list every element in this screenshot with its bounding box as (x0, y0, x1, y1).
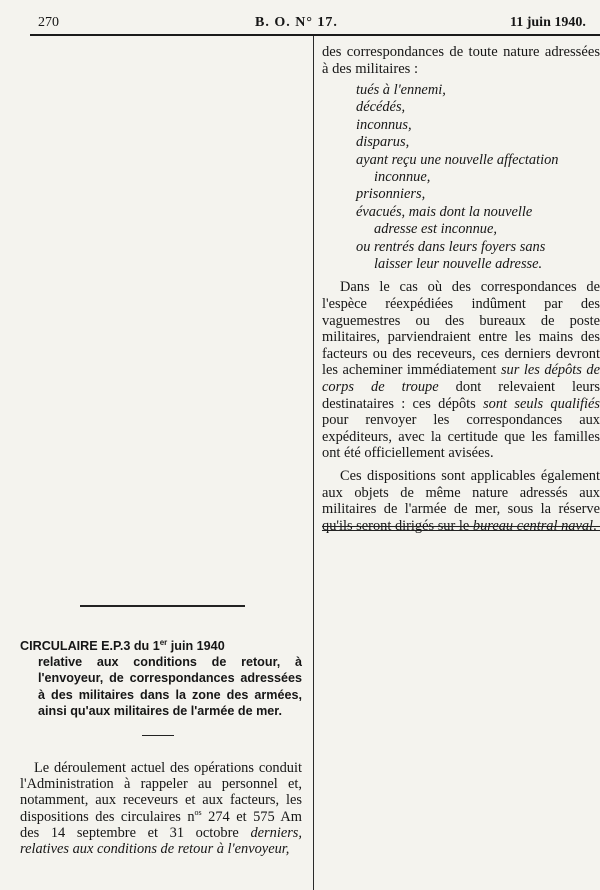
status-list-item (322, 204, 600, 239)
para1-italic-b: sont seuls qualifiés (483, 395, 600, 412)
left-paragraph (20, 760, 302, 857)
circular-title-prefix: CIRCULAIRE E.P.3 du 1 (20, 639, 160, 653)
para2-text-a: Ces dispositions sont applicables également aux objets de même nature adressés aux militaires de l'armée de mer, sous la réserve qu'ils seront dirigés sur le (322, 468, 600, 534)
left-para-sup: os (194, 807, 202, 817)
status-item-continuation: inconnue, (374, 169, 431, 186)
status-item-text: ayant reçu une nouvelle affectation (356, 151, 559, 168)
left-para-italic: derniers, relatives aux conditions de retour à l'envoyeur, (20, 824, 302, 858)
status-item-text: décédés, (356, 99, 406, 116)
status-item-continuation: laisser leur nouvelle adresse. (374, 256, 543, 273)
para2-italic: bureau central naval (472, 517, 594, 534)
status-list-item (322, 152, 600, 187)
status-list-item (322, 99, 600, 116)
circular-subject: relative aux conditions de retour, à l'envoyeur, de correspondances adressées à des militaires dans la zone des armées, ainsi qu'aux militaires de l'armée de mer. (38, 655, 302, 718)
status-item-text: disparus, (356, 134, 410, 151)
left-para-text-a: Le déroulement actuel des opérations conduit l'Administration à rappeler au personnel et, notamment, aux receveurs et aux facteurs, les dispositions des circulaires n (20, 760, 302, 825)
left-para-text-b: 274 et 575 Am des 14 septembre et 31 octobre (20, 808, 302, 841)
para1-text-a: Dans le cas où des correspondances de l'espèce réexpédiées indûment par des vaguemestres ou des bureaux de poste militaires, parviendraient entre les mains des facteurs ou des receveurs, ces derniers devront les acheminer immédiatement (322, 279, 600, 379)
status-item-text: prisonniers, (356, 186, 426, 203)
status-item-text: évacués, mais dont la nouvelle (356, 203, 533, 220)
page-header (0, 14, 600, 32)
para1-text-c: pour renvoyer les correspondances aux expéditeurs, avec la certitude que les familles ont été officiellement avisées. (322, 412, 600, 462)
para1-text-b: dont relevaient leurs destinataires : ces dépôts (322, 379, 600, 412)
circular-title-suffix: juin 1940 (167, 639, 225, 653)
circular-title-sup: er (159, 637, 168, 647)
status-list-item (322, 134, 600, 151)
right-paragraph-2 (322, 468, 600, 534)
page-number: 270 (38, 15, 59, 30)
circular-title (20, 638, 302, 654)
right-intro: des correspondances de toute nature adressées à des militaires : (322, 44, 600, 77)
para2-text-b: . (593, 517, 597, 534)
section-double-rule (322, 526, 600, 531)
header-rule (30, 34, 600, 36)
circular-heading (20, 638, 302, 719)
status-item-text: ou rentrés dans leurs foyers sans (356, 238, 546, 255)
status-item-text: tués à l'ennemi, (356, 82, 446, 98)
military-status-list (322, 82, 600, 273)
short-separator-rule (142, 735, 174, 736)
status-list-item (322, 239, 600, 274)
section-separator-rule (80, 605, 245, 607)
column-divider (313, 36, 314, 890)
para1-italic-a: sur les dépôts de corps de troupe (322, 362, 600, 396)
publication-date: 11 juin 1940. (510, 15, 586, 30)
right-paragraph-1 (322, 279, 600, 462)
status-list-item (322, 82, 600, 99)
status-item-text: inconnus, (356, 116, 412, 133)
status-list-item (322, 117, 600, 134)
status-list-item (322, 186, 600, 203)
status-item-continuation: adresse est inconnue, (374, 221, 497, 238)
publication-title: B. O. N° 17. (255, 15, 338, 30)
right-column (322, 44, 600, 534)
